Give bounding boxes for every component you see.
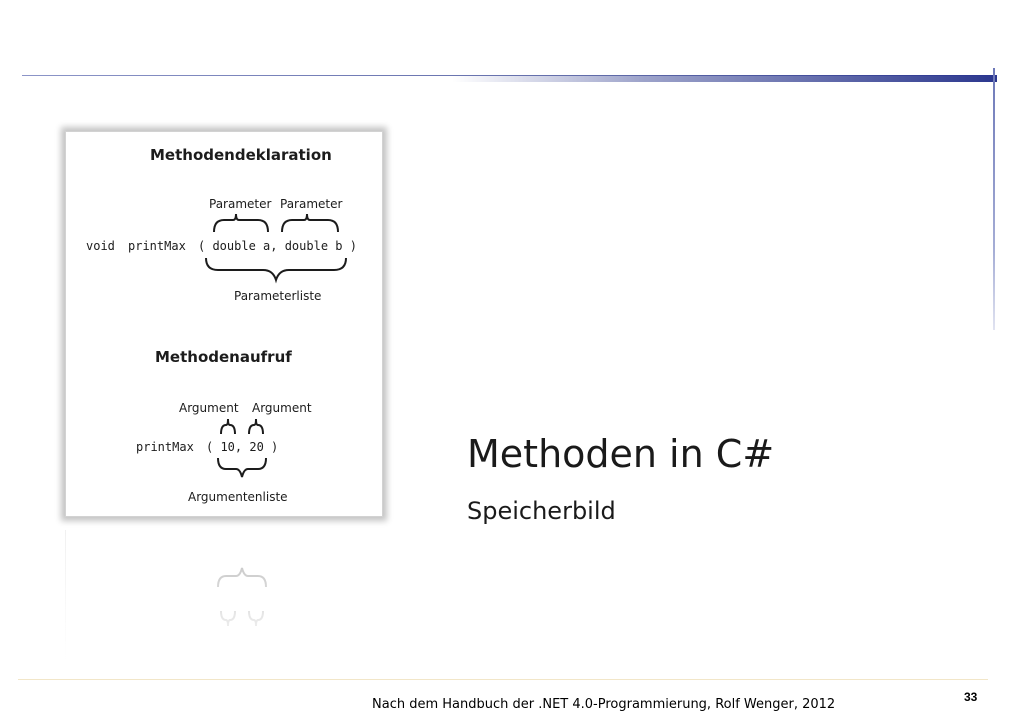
bottom-rule	[18, 679, 988, 680]
top-rule-accent	[452, 76, 997, 82]
parameter-list-brace	[206, 258, 346, 280]
argument-list-brace	[218, 458, 266, 477]
parameter-list-label: Parameterliste	[234, 289, 322, 303]
top-rule	[22, 74, 997, 82]
call-heading: Methodenaufruf	[155, 348, 292, 366]
page-number: 33	[964, 690, 978, 704]
figure-reflection-inner	[65, 530, 381, 660]
parameter-brace-2	[282, 214, 338, 232]
call-method-name: printMax	[136, 440, 194, 454]
argument-brace-2	[249, 419, 263, 434]
declaration-heading: Methodendeklaration	[150, 146, 332, 164]
parameter-brace-1	[214, 214, 268, 232]
reflected-argument-brace-2	[249, 611, 263, 626]
reflected-argument-list-brace	[218, 568, 266, 587]
reflected-diagram	[66, 530, 381, 660]
code-parameters: ( double a, double b )	[198, 239, 357, 253]
code-void: void	[86, 239, 115, 253]
right-rule	[993, 68, 995, 330]
reflected-argument-brace-1	[221, 611, 235, 626]
footer-citation: Nach dem Handbuch der .NET 4.0-Programmierung, Rolf Wenger, 2012	[372, 697, 836, 712]
argument-label-1: Argument	[179, 401, 239, 415]
slide-title: Methoden in C#	[467, 432, 775, 476]
parameter-label-2: Parameter	[280, 197, 343, 211]
argument-list-label: Argumentenliste	[188, 490, 288, 504]
method-diagram-image	[65, 131, 383, 517]
parameter-label-1: Parameter	[209, 197, 272, 211]
slide-subtitle: Speicherbild	[467, 497, 616, 525]
argument-brace-1	[221, 419, 235, 434]
call-arguments: ( 10, 20 )	[206, 440, 279, 454]
figure-reflection	[65, 530, 381, 660]
code-method-name: printMax	[128, 239, 186, 253]
method-diagram	[66, 132, 382, 516]
argument-label-2: Argument	[252, 401, 312, 415]
